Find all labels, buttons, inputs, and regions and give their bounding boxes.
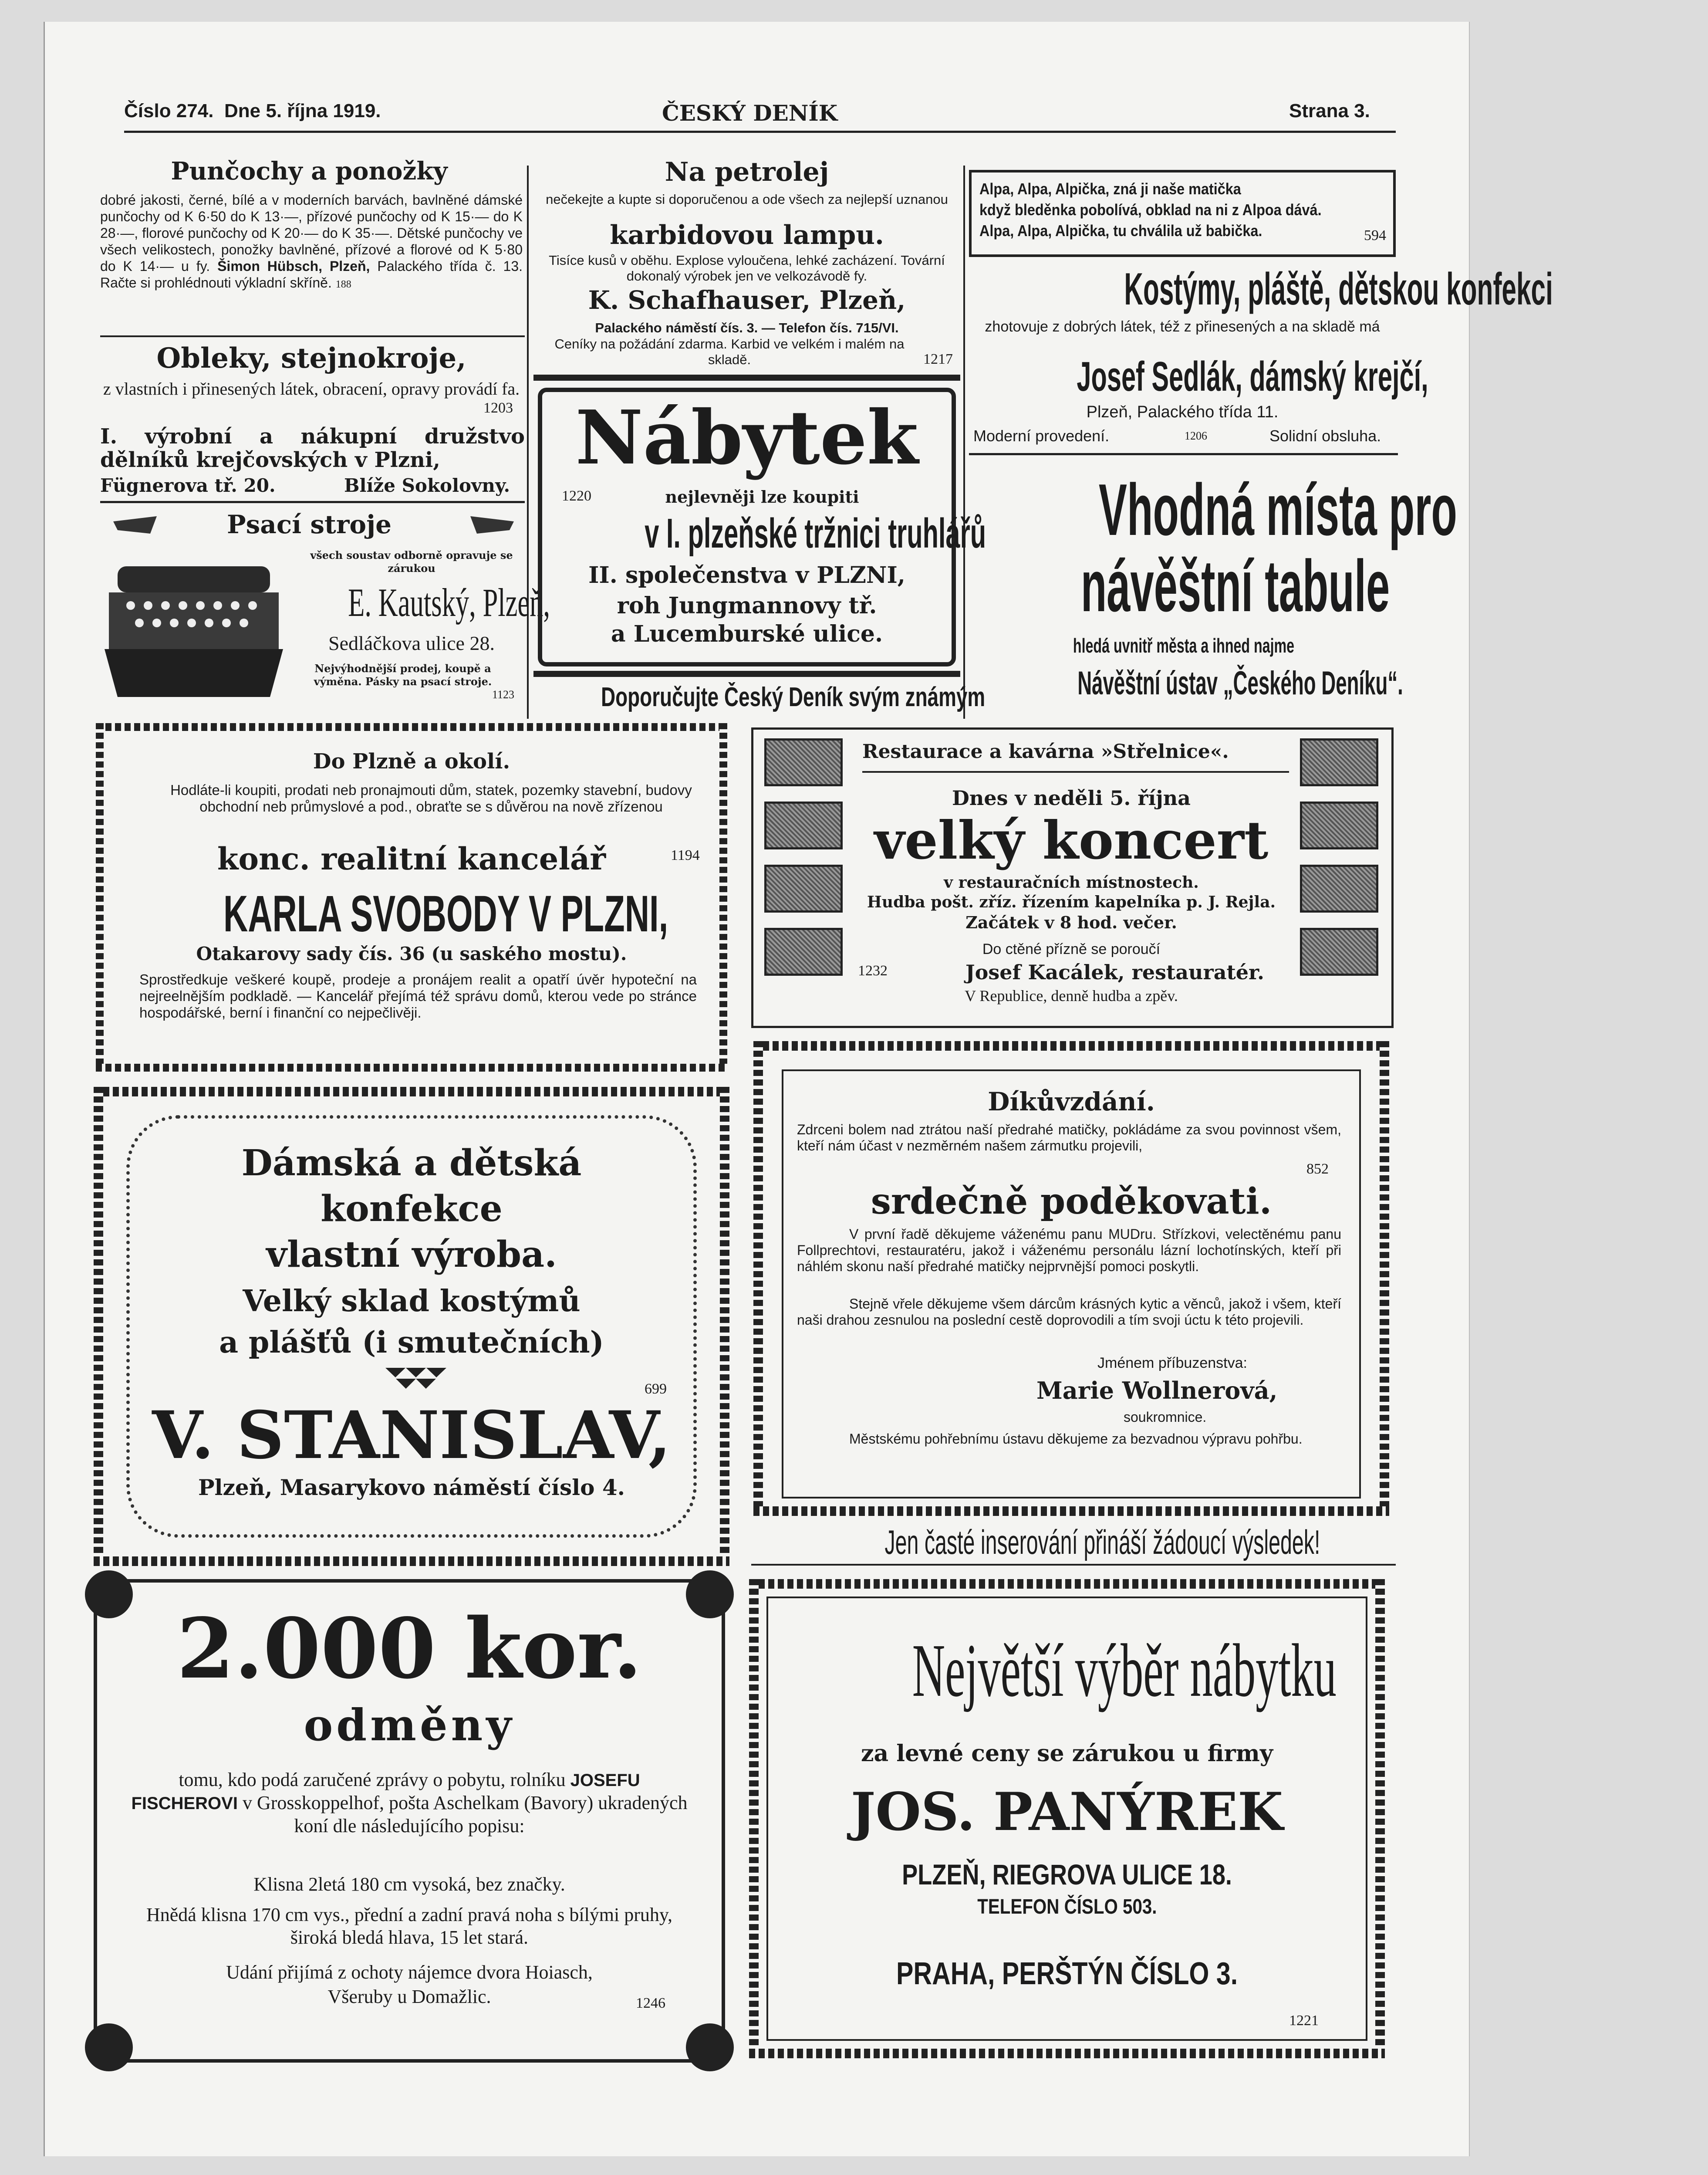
mista-body: hledá uvnitř města a ihned najme [1073,634,1294,657]
odmena-name: JOSEFU FISCHEROVI [131,1771,640,1813]
petrolej-prices: Ceníky na požádání zdarma. Karbid ve velkém i malém na skladě. [554,336,905,367]
petrolej-number: 1217 [923,351,953,367]
svoboda-office: konc. realitní kancelář [217,841,606,877]
ornamental-border [533,671,960,678]
ornamental-border [749,1579,1385,1589]
page-number: Strana 3. [1289,100,1370,122]
ornamental-border [753,1506,1389,1516]
sedlak-title: Kostýmy, pláště, dětskou konfekci [1124,264,1553,315]
sedlak-body: zhotovuje z dobrých látek, též z přinesených a na skladě má [985,318,1380,335]
puncochy-title: Punčochy a ponožky [171,157,448,186]
inzerce-slogan: Jen časté inserování přináší žádoucí výsledek! [884,1523,1320,1561]
odmena-amount: 2.000 kor. [176,1600,642,1697]
nabytek-title: Nábytek [575,394,918,481]
psaci-note: Nejvýhodnější prodej, koupě a výměna. Pásky na psací stroje. [314,662,492,688]
odmena-number: 1246 [636,1995,665,2011]
issue-number: Číslo 274. [124,100,214,122]
ornamental-border [1380,1041,1389,1516]
divider [862,771,1289,773]
sedlak-right: Solidní obsluha. [1269,427,1381,445]
panyrek-branch: PRAHA, PERŠTÝN ČÍSLO 3. [896,1956,1238,1991]
mista-title2-box [969,542,1398,629]
nabytek-line2: II. společenstva v PLZNI, [588,562,905,589]
stanislav-line4: Velký sklad kostýmů [243,1284,581,1319]
puncochy-address: Palackého třída č. 13. Račte si prohlédnouti výkladní skříně. [100,258,523,291]
inzerce-box [751,1522,1396,1562]
ornament-tile [764,738,843,786]
ornamental-border [719,723,727,1072]
obleky-body: z vlastních i přinesených látek, obracení, opravy provádí fa. [103,379,520,399]
ornament-tile [764,802,843,849]
petrolej-address: Palackého náměstí čís. 3. — Telefon čís. 715/VI. [595,320,899,335]
ornamental-border [720,1087,729,1566]
mista-firm-box [969,664,1403,704]
panyrek-branch-box [771,1956,1363,1995]
panyrek-firm: JOS. PANÝREK [851,1781,1283,1843]
mista-body-box [969,634,1398,660]
dekovani-headline: srdečně poděkovati. [871,1181,1272,1222]
ornamental-border [533,375,960,382]
koncert-line5: V Republice, denně hudba a zpěv. [965,987,1178,1005]
psaci-firm-box [300,579,550,627]
divider [969,453,1398,455]
koncert-line3: Začátek v 8 hod. večer. [965,913,1177,932]
sedlak-title-box [969,264,1553,316]
panyrek-sub: za levné ceny se zárukou u firmy [861,1740,1273,1767]
panyrek-phone-box [771,1895,1363,1921]
dekovani-number: 852 [1306,1161,1329,1177]
obleky-number: 1203 [483,400,513,416]
psaci-firm: E. Kautský, Plzeň, [348,580,550,625]
nabytek-firm: v I. plzeňské tržnici truhlářů [645,510,986,557]
panyrek-address-box [771,1858,1363,1893]
column-rule [963,166,965,719]
panyrek-number: 1221 [1289,2013,1319,2029]
nabytek-line1: nejlevněji lze koupiti [665,487,859,507]
obleky-firm: I. výrobní a nákupní družstvo dělníků krejčovských v Plzni, [100,424,525,472]
koncert-line4: Do ctěné přízně se poroučí [982,941,1161,957]
koncert-venue: Restaurace a kavárna »Střelnice«. [862,741,1229,763]
petrolej-title: Na petrolej [665,157,829,187]
dekovani-title: Díkůvzdání. [988,1087,1155,1116]
koncert-owner: Josef Kacálek, restauratér. [965,961,1265,984]
alpa-number: 594 [1364,227,1386,244]
nabytek-line4: a Lucemburské ulice. [611,621,883,647]
ornamental-border [96,723,104,1072]
ornamental-border [749,2049,1385,2058]
sedlak-address: Plzeň, Palackého třída 11. [1086,403,1279,421]
odmena-desc [131,1769,688,1837]
mista-title1-box [969,466,1457,553]
divider [751,1564,1396,1566]
column-rule [527,166,529,719]
ornament-tile [1300,738,1378,786]
obleky-near: Blíže Sokolovny. [344,475,510,496]
svoboda-address: Otakarovy sady čís. 36 (u saského mostu). [196,943,627,964]
mista-title1: Vhodná místa pro [1098,469,1457,551]
petrolej-intro: nečekejte a kupte si doporučenou a ode všech za nejlepší uznanou [546,192,948,207]
psaci-service: všech soustav odborně opravuje se zárukou [310,549,513,575]
odmena-horse2: Hnědá klisna 170 cm vys., přední a zadní pravá noha s bílými pruhy, široká bledá hlava, 15 let stará. [146,1904,673,1948]
puncochy-number: 188 [335,279,351,290]
stanislav-line1: Dámská a dětská [241,1142,582,1184]
dekovani-intro: Zdrceni bolem nad ztrátou naší předrahé matičky, pokládáme za svou povinnost všem, kteří nám účast v nezměrném našem zármutku projevili, [797,1122,1341,1153]
sedlak-firm: Josef Sedlák, dámský krejčí, [1077,353,1428,400]
svoboda-footer: Sprostředkuje veškeré koupě, prodeje a pronájem realit a opatří úvěr hypoteční na nejreelnějším podkladě. — Kancelář přejímá též správu domů, kterou vede po stránce hospodářské, berní i finanční co nejpečlivěji. [139,971,697,1021]
alpa-line1: Alpa, Alpa, Alpička, zná ji naše matička [979,180,1241,198]
svoboda-number: 1194 [671,847,700,863]
psaci-street: Sedláčkova ulice 28. [328,632,495,654]
ornamental-border [94,1556,729,1566]
alpa-ad [969,170,1396,257]
petrolej-body: Tisíce kusů v oběhu. Explose vyloučena, lehké zacházení. Tovární dokonalý výrobek jen ve velkozávodě fy. [549,253,945,284]
koncert-line2: Hudba pošt. zříz. řízením kapelníka p. J. Rejla. [867,893,1276,911]
puncochy-ad [100,192,523,293]
doporucujte-box [533,682,986,714]
mista-title2: návěštní tabule [1080,545,1390,627]
dekovani-p2: Stejně vřele děkujeme všem dárcům krásných kytic a věnců, jakož i všem, kteří naši drahou zesnulou na poslední cestě doprovodili a tím svoji úctu k této projevili. [797,1296,1341,1328]
panyrek-title: Největší výběr nábytku [912,1628,1337,1712]
sedlak-number: 1206 [1185,430,1207,442]
doporucujte-slogan: Doporučujte Český Deník svým známým [601,682,986,712]
dekovani-on-behalf: Jménem příbuzenstva: [1097,1355,1247,1371]
koncert-line1: v restauračních místnostech. [944,873,1199,892]
psaci-number: 1123 [492,688,515,701]
koncert-number: 1232 [858,963,888,979]
dekovani-name: Marie Wollnerová, [1036,1377,1278,1404]
newspaper-title: ČESKÝ DENÍK [662,100,838,126]
corner-ornament [686,2023,734,2071]
sedlak-left: Moderní provedení. [973,427,1110,445]
mista-firm: Návěštní ústav „Českého Deníku“. [1077,665,1403,702]
ornament-icon [385,1368,446,1390]
stanislav-address: Plzeň, Masarykovo náměstí číslo 4. [198,1475,625,1500]
corner-ornament [85,2023,133,2071]
koncert-title: velký koncert [874,810,1269,871]
stanislav-number: 699 [645,1381,667,1397]
dekovani-closing: Městskému pohřebnímu ústavu děkujeme za bezvadnou výpravu pohřbu. [849,1431,1303,1447]
ornament-tile [1300,928,1378,976]
ornamental-border [96,723,727,731]
ornamental-border [94,1087,103,1566]
obleky-title: Obleky, stejnokroje, [156,342,466,375]
petrolej-product: karbidovou lampu. [610,220,884,250]
ornament-tile [764,865,843,913]
ornament-tile [1300,802,1378,849]
header-rule [124,131,1396,133]
odmena-title: odměny [304,1699,515,1751]
stanislav-firm: V. STANISLAV, [152,1397,671,1474]
stanislav-line5: a plášťů (i smutečních) [219,1325,604,1360]
psaci-title: Psací stroje [227,510,392,539]
svoboda-firm: KARLA SVOBODY V PLZNI, [223,885,668,943]
petrolej-firm: K. Schafhauser, Plzeň, [588,285,906,315]
odmena-horse1: Klisna 2letá 180 cm vysoká, bez značky. [253,1874,565,1895]
svoboda-firm-box [109,884,714,941]
issue-date: Dne 5. října 1919. [224,100,381,122]
typewriter-illustration [100,549,287,710]
odmena-contact: Udání přijímá z ochoty nájemce dvora Hoiasch, Všeruby u Domažlic. [226,1962,593,2007]
ornamental-border [1375,1579,1385,2058]
panyrek-address: PLZEŇ, RIEGROVA ULICE 18. [902,1858,1232,1891]
ornamental-border [753,1041,1389,1051]
stanislav-line3: vlastní výroba. [266,1234,557,1275]
svoboda-title: Do Plzně a okolí. [313,749,510,774]
nabytek-number: 1220 [562,488,591,504]
odmena-body1: tomu, kdo podá zaručené zprávy o pobytu, rolníku [179,1769,566,1790]
svoboda-body: Hodláte-li koupiti, prodati neb pronajmouti dům, statek, pozemky stavební, budovy obchodní neb průmyslové a pod., obraťte se s důvěrou na nově zřízenou [170,782,692,815]
divider [100,335,525,337]
odmena-body2: v Grosskoppelhof, pošta Aschelkam (Bavory) ukradených koní dle následujícího popisu: [242,1792,688,1837]
obleky-street: Fügnerova tř. 20. [100,475,276,496]
nabytek-firm-box [540,510,986,558]
sedlak-firm-box [969,353,1428,401]
puncochy-firm: Šimon Hübsch, Plzeň, [217,258,370,274]
ornamental-border [96,1064,727,1072]
stanislav-line2: konfekce [321,1188,503,1230]
dekovani-p1: V první řadě děkujeme váženému panu MUDru. Střízkovi, velectěnému panu Follprechtovi, restauratéru, jakož i váženému personálu lázní lochotínských, kteří při náhlém skonu naší předrahé matičky nejprvnější pomoci poskytli. [797,1226,1341,1274]
dekovani-role: soukromnice. [1124,1409,1207,1425]
ornamental-border [749,1579,759,2058]
alpa-line2: když bleděnka pobolívá, obklad na ni z Alpoa dává. [979,201,1322,219]
divider [100,501,525,503]
alpa-line3: Alpa, Alpa, Alpička, tu chválila už babička. [979,222,1262,240]
panyrek-title-box [771,1625,1363,1716]
ornamental-border [94,1087,729,1096]
koncert-date: Dnes v neděli 5. října [952,786,1191,810]
ornament-tile [764,928,843,976]
panyrek-phone: TELEFON ČÍSLO 503. [977,1895,1157,1918]
nabytek-line3: roh Jungmannovy tř. [617,592,877,619]
ornamental-border [753,1041,763,1516]
ornament-tile [1300,865,1378,913]
puncochy-body: dobré jakosti, černé, bílé a v moderních barvách, bavlněné dámské punčochy od K 6·50 do K 13·—, přízové punčochy od K 15·— do K 28·—, florové punčochy od K 20·— do K 35·—. Dětské punčochy ve všech velikostech, ponožky bavlněné, přízové a florové od K 5·80 do K 14·— u fy. [100,192,523,274]
